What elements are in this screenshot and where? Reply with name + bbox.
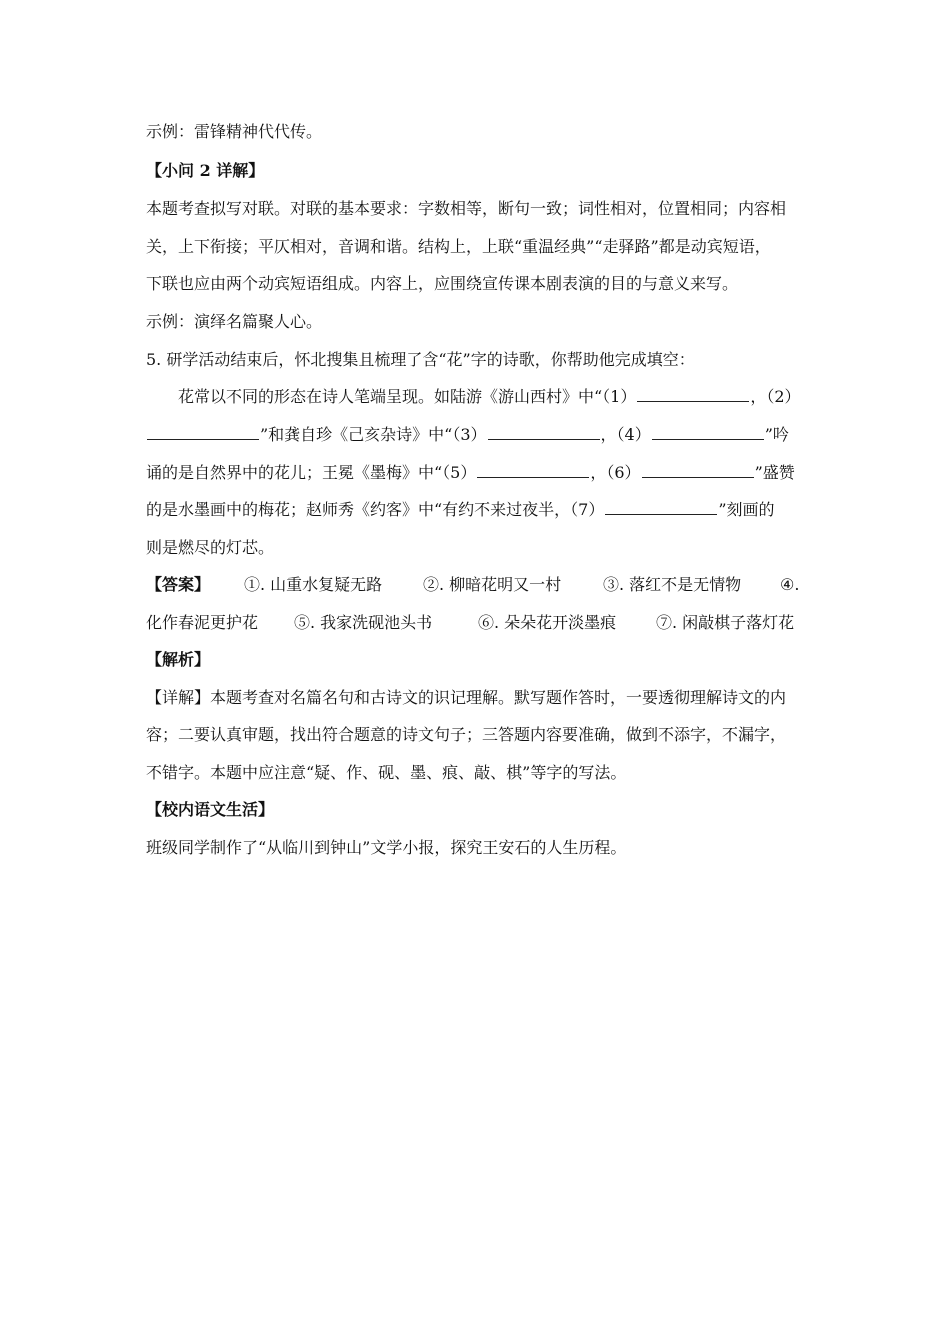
explanation-line: 关，上下衔接；平仄相对，音调和谐。结构上，上联“重温经典”“走驿路”都是动宾短语， xyxy=(146,237,771,256)
question-text: ”盛赞 xyxy=(754,463,795,482)
analysis-line: 不错字。本题中应注意“疑、作、砚、墨、痕、敲、棋”等字的写法。 xyxy=(146,763,627,782)
fill-blank-5[interactable] xyxy=(477,463,589,478)
analysis-line: 容；二要认真审题，找出符合题意的诗文句子；三答题内容要准确，做到不添字，不漏字， xyxy=(146,725,787,744)
fill-blank-1[interactable] xyxy=(637,387,749,402)
answer-item: ⑤. 我家洗砚池头书 xyxy=(294,613,433,632)
fill-blank-2[interactable] xyxy=(147,425,259,440)
question-text: ，（6） xyxy=(590,463,641,482)
question-text: ，（2） xyxy=(750,387,801,406)
section-heading: 【校内语文生活】 xyxy=(146,800,275,819)
question-text: 的是水墨画中的梅花；赵师秀《约客》中“有约不来过夜半，（7） xyxy=(146,500,605,519)
question-5-line xyxy=(178,386,801,408)
explanation-line: 本题考查拟写对联。对联的基本要求：字数相等，断句一致；词性相对，位置相同；内容相 xyxy=(146,199,787,218)
fill-blank-7[interactable] xyxy=(605,500,717,515)
answer-item: ③. 落红不是无情物 xyxy=(603,575,742,594)
question-text: ，（4） xyxy=(600,425,651,444)
analysis-line: 【详解】本题考查对名篇名句和古诗文的识记理解。默写题作答时，一要透彻理解诗文的内 xyxy=(146,688,787,707)
answer-item: 化作春泥更护花 xyxy=(146,613,259,632)
question-text: ”和龚自珍《己亥杂诗》中“（3） xyxy=(260,425,487,444)
answer-item: ⑥. 朵朵花开淡墨痕 xyxy=(478,613,617,632)
explanation-line: 下联也应由两个动宾短语组成。内容上，应围绕宣传课本剧表演的目的与意义来写。 xyxy=(146,274,739,293)
subquestion-2-heading: 【小问 2 详解】 xyxy=(146,161,265,180)
answer-item: ①. 山重水复疑无路 xyxy=(244,575,383,594)
answer-item: ⑦. 闲敲棋子落灯花 xyxy=(656,613,795,632)
question-text: ”吟 xyxy=(764,425,789,444)
answer-label: 【答案】 xyxy=(146,575,211,594)
analysis-label: 【解析】 xyxy=(146,650,211,669)
question-text: 花常以不同的形态在诗人笔端呈现。如陆游《游山西村》中“（1） xyxy=(178,387,637,406)
question-text: ”刻画的 xyxy=(718,500,775,519)
answer-line xyxy=(146,612,795,634)
answer-item: ②. 柳暗花明又一村 xyxy=(423,575,562,594)
question-5-stem: 5. 研学活动结束后，怀北搜集且梳理了含“花”字的诗歌，你帮助他完成填空： xyxy=(146,350,695,369)
section-text: 班级同学制作了“从临川到钟山”文学小报，探究王安石的人生历程。 xyxy=(146,838,627,857)
example-text: 示例：雷锋精神代代传。 xyxy=(146,122,323,141)
question-5-line xyxy=(146,462,795,484)
example-text: 示例：演绎名篇聚人心。 xyxy=(146,312,323,331)
fill-blank-4[interactable] xyxy=(652,425,764,440)
answer-line xyxy=(146,574,800,596)
question-5-line xyxy=(146,499,775,521)
answer-item: ④. xyxy=(780,575,800,594)
fill-blank-3[interactable] xyxy=(488,425,600,440)
question-text: 诵的是自然界中的花儿；王冕《墨梅》中“（5） xyxy=(146,463,477,482)
fill-blank-6[interactable] xyxy=(642,463,754,478)
question-5-line: 则是燃尽的灯芯。 xyxy=(146,538,275,557)
question-5-line xyxy=(146,424,789,446)
